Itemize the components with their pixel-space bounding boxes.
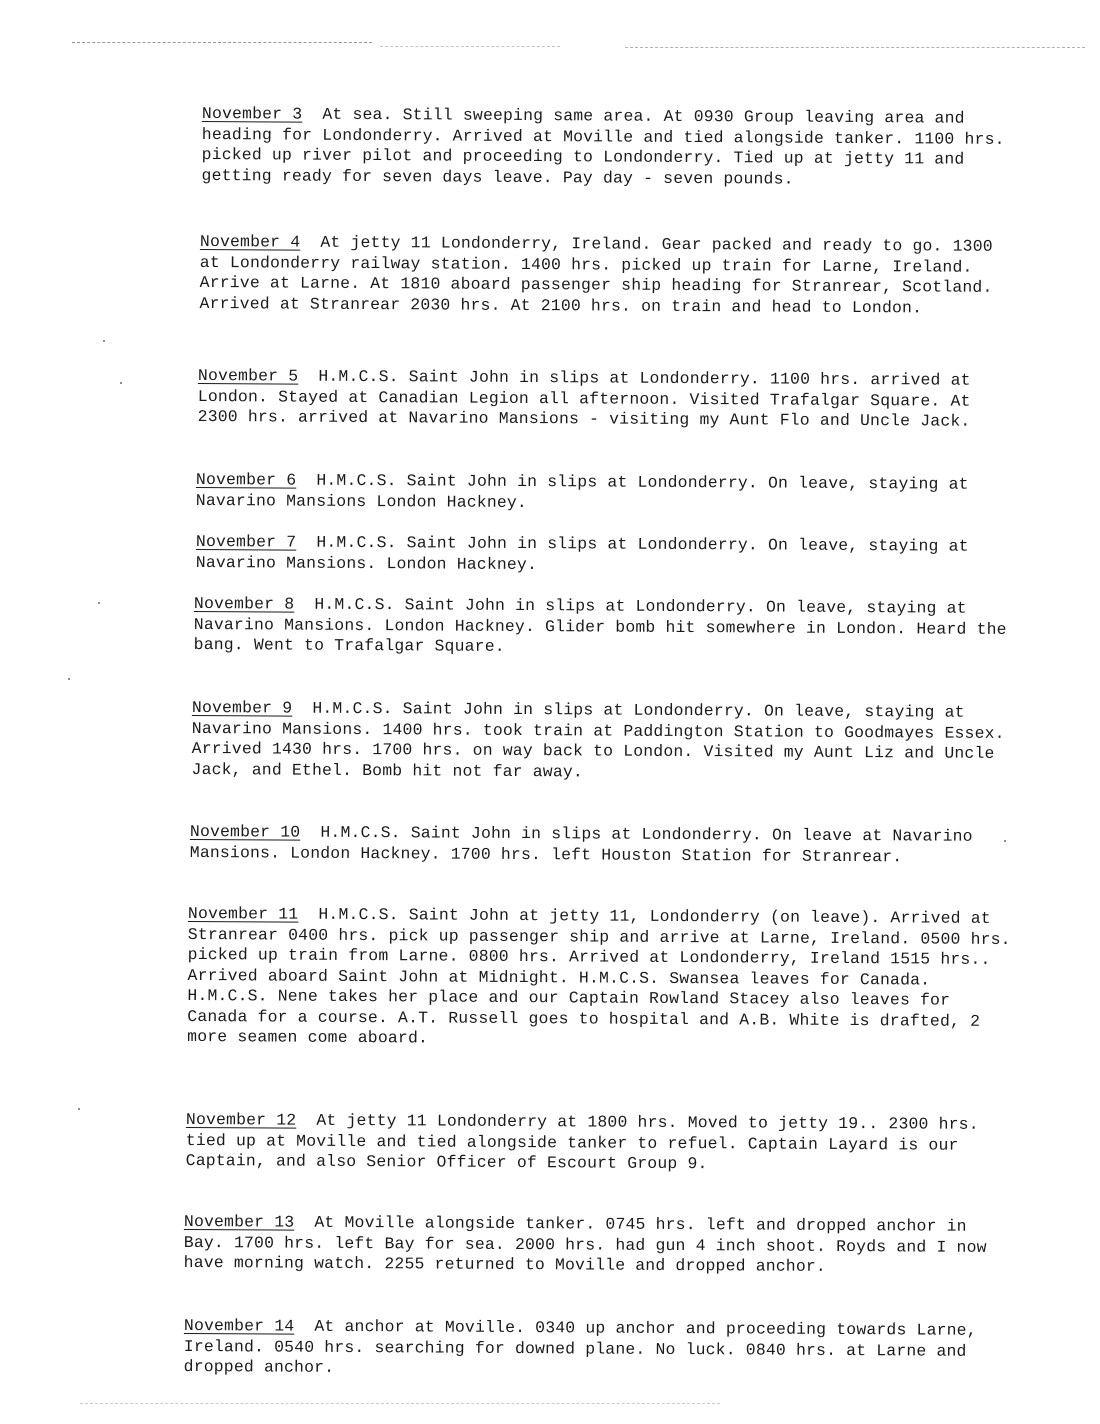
diary-entry-november-12: [186, 1110, 1014, 1177]
scan-speck: [78, 1108, 80, 1110]
entry-text: H.M.C.S. Saint John in slips at Londonderry. On leave, staying at Navarino Mansions. London Hackney. Glider bomb hit somewhere in London. Heard the bang. Went to Trafalgar Square.: [193, 594, 1007, 656]
entry-date: November 6: [195, 470, 297, 490]
diary-entry-november-11: [187, 904, 1014, 1053]
entry-date: November 11: [187, 904, 299, 924]
entry-date: November 5: [197, 366, 299, 386]
entry-text: H.M.C.S. Saint John in slips at Londonderry. On leave, staying at Navarino Mansions. 1400 hrs. took train at Paddington Station to Goodmayes Essex. Arrived 1430 hrs. 1700 hrs. on way back to London. Visited my Aunt Liz and Uncle Jack, and Ethel. Bomb hit not far away.: [191, 698, 1005, 781]
entry-text: H.M.C.S. Saint John in slips at Londonderry. On leave, staying at Navarino Mansions London Hackney.: [195, 470, 969, 512]
scan-artifact-bottom: [80, 1403, 720, 1404]
entry-date: November 3: [201, 104, 303, 124]
entry-text: H.M.C.S. Saint John in slips at Londonderry. 1100 hrs. arrived at London. Stayed at Canadian Legion all afternoon. Visited Trafalgar Square. At 2300 hrs. arrived at Navarino Mansions - visiting my Aunt Flo and Uncle Jack.: [197, 366, 971, 431]
diary-entry-november-7: [196, 532, 1014, 578]
entry-text: H.M.C.S. Saint John in slips at Londonderry. On leave, staying at Navarino Mansions. London Hackney.: [195, 532, 969, 574]
entry-date: November 12: [185, 1110, 297, 1130]
entry-text: At Moville alongside tanker. 0745 hrs. left and dropped anchor in Bay. 1700 hrs. left Bay for sea. 2000 hrs. had gun 4 inch shoot. Royds and I now have morning watch. 2255 returned to Moville and dropped anchor.: [183, 1212, 987, 1276]
diary-entry-november-8: [194, 594, 1014, 661]
entry-text: At sea. Still sweeping same area. At 0930 Group leaving area and heading for Londonderry. Arrived at Moville and tied alongside tanker. 1100 hrs. picked up river pilot and proceeding to Londonderry. Tied up at jetty 11 and getting ready for seven days leave. Pay day - seven pounds.: [201, 104, 1005, 189]
scan-artifact-top-middle: [380, 46, 560, 47]
entry-text: H.M.C.S. Saint John at jetty 11, Londonderry (on leave). Arrived at Stranrear 0400 hrs. pick up passenger ship and arrive at Larne, Ireland. 0500 hrs. picked up train from Larne. 0800 hrs. Arrived at Londonderry, Ireland 1515 hrs.. Arrived aboard Saint John at Midnight. H.M.C.S. Swansea leaves for Canada. H.M.C.S. Nene takes her place and our Captain Rowland Stacey also leaves for Canada for a course. A.T. Russell goes to hospital and A.B. White is drafted, 2 more seamen come aboard.: [187, 904, 1011, 1048]
entry-date: November 4: [199, 232, 301, 252]
entry-text: H.M.C.S. Saint John in slips at Londonderry. On leave at Navarino Mansions. London Hackney. 1700 hrs. left Houston Station for Stranrear.: [189, 822, 973, 866]
diary-entry-november-14: [184, 1316, 1014, 1383]
diary-entry-november-13: [184, 1212, 1014, 1279]
diary-entry-november-9: [191, 698, 1013, 785]
diary-entry-november-4: [199, 232, 1013, 319]
diary-entry-november-10: [190, 822, 1014, 868]
diary-entry-november-5: [198, 366, 1014, 432]
entry-date: November 10: [189, 822, 301, 842]
entry-date: November 7: [195, 532, 297, 552]
scan-speck: [98, 602, 100, 604]
entry-date: November 14: [183, 1316, 295, 1336]
entry-date: November 13: [183, 1212, 295, 1232]
entry-text: At jetty 11 Londonderry at 1800 hrs. Moved to jetty 19.. 2300 hrs. tied up at Moville and tied alongside tanker to refuel. Captain Layard is our Captain, and also Senior Officer of Escourt Group 9.: [185, 1110, 979, 1174]
diary-entry-november-6: [196, 470, 1014, 516]
scan-speck: [103, 340, 105, 342]
entry-date: November 8: [193, 594, 295, 614]
scan-speck: [120, 382, 122, 384]
scan-artifact-top-right: [625, 47, 1085, 48]
scan-speck: [68, 678, 70, 680]
diary-entry-november-3: [201, 104, 1015, 191]
entry-date: November 9: [191, 698, 293, 718]
entry-text: At anchor at Moville. 0340 up anchor and proceeding towards Larne, Ireland. 0540 hrs. searching for downed plane. No luck. 0840 hrs. at Larne and dropped anchor.: [183, 1316, 977, 1377]
entry-text: At jetty 11 Londonderry, Ireland. Gear packed and ready to go. 1300 at Londonderry railway station. 1400 hrs. picked up train for Larne, Ireland. Arrive at Larne. At 1810 aboard passenger ship heading for Stranrear, Scotland. Arrived at Stranrear 2030 hrs. At 2100 hrs. on train and head to London.: [199, 232, 993, 317]
scan-artifact-top-left: [72, 42, 372, 43]
